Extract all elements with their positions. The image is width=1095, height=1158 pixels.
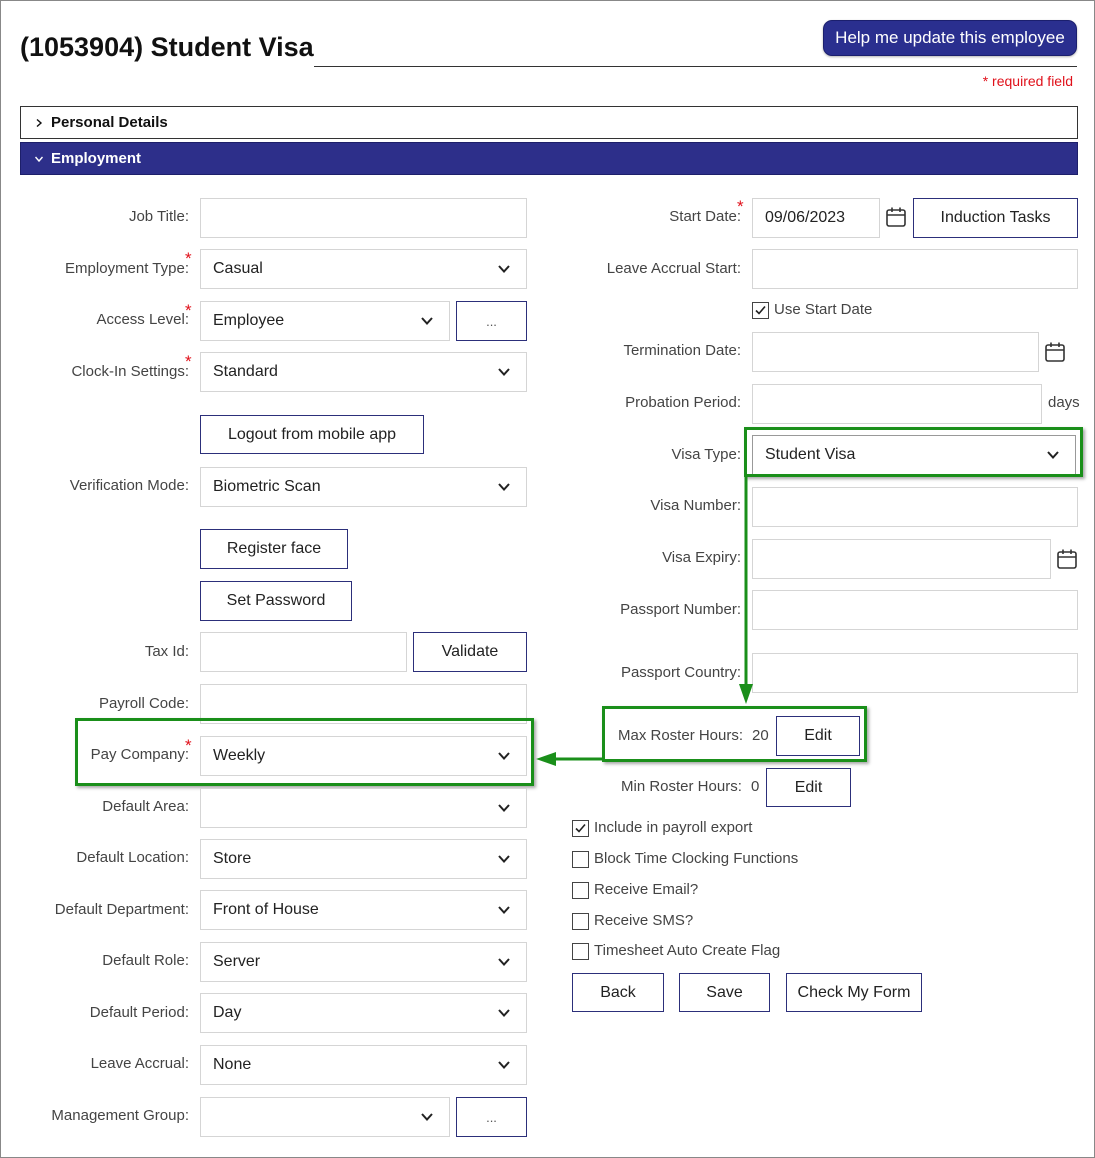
probation-period-label: Probation Period: bbox=[625, 394, 741, 411]
visa-type-value: Student Visa bbox=[765, 446, 856, 463]
section-personal-details[interactable] bbox=[20, 106, 1078, 139]
page-title: (1053904) Student Visa bbox=[20, 32, 314, 62]
verification-mode-value: Biometric Scan bbox=[213, 478, 321, 495]
management-group-label: Management Group: bbox=[51, 1107, 189, 1124]
arrow-head-down bbox=[739, 684, 753, 704]
calendar-icon[interactable] bbox=[885, 206, 907, 228]
back-button[interactable]: Back bbox=[572, 973, 664, 1012]
receive-sms-checkbox[interactable] bbox=[572, 913, 589, 930]
required-field-note: * required field bbox=[982, 73, 1073, 89]
leave-accrual-label: Leave Accrual: bbox=[90, 1055, 189, 1072]
max-roster-hours-label: Max Roster Hours: bbox=[618, 727, 744, 744]
employment-type-value: Casual bbox=[213, 260, 263, 277]
default-department-label: Default Department: bbox=[54, 901, 189, 918]
default-role-select[interactable] bbox=[200, 942, 527, 982]
management-group-select[interactable] bbox=[200, 1097, 450, 1137]
max-roster-hours-value: 20 bbox=[752, 727, 769, 744]
default-period-label: Default Period: bbox=[89, 1004, 189, 1021]
leave-accrual-start-input[interactable] bbox=[752, 249, 1078, 289]
required-asterisk: * bbox=[185, 249, 192, 268]
max-roster-hours-highlight bbox=[602, 706, 867, 762]
required-asterisk: * bbox=[185, 352, 192, 371]
passport-number-input[interactable] bbox=[752, 590, 1078, 630]
passport-number-label: Passport Number: bbox=[620, 601, 741, 618]
use-start-date-label: Use Start Date bbox=[774, 301, 873, 318]
visa-number-input[interactable] bbox=[752, 487, 1078, 527]
include-payroll-export-checkbox[interactable] bbox=[572, 820, 589, 837]
chevron-down-icon bbox=[421, 316, 433, 326]
timesheet-auto-create-label: Timesheet Auto Create Flag bbox=[594, 942, 781, 959]
access-level-more-button[interactable]: ... bbox=[456, 301, 527, 341]
check-my-form-button[interactable]: Check My Form bbox=[786, 973, 922, 1012]
job-title-input[interactable] bbox=[200, 198, 527, 238]
section-employment[interactable] bbox=[20, 142, 1078, 175]
title-underline bbox=[314, 66, 1077, 67]
min-roster-hours-value: 0 bbox=[751, 778, 760, 795]
chevron-down-icon bbox=[35, 155, 43, 163]
default-area-select[interactable] bbox=[200, 788, 527, 828]
required-asterisk: * bbox=[185, 736, 192, 755]
visa-type-label: Visa Type: bbox=[671, 446, 741, 463]
default-department-value: Front of House bbox=[213, 901, 319, 918]
passport-country-input[interactable] bbox=[752, 653, 1078, 693]
chevron-down-icon bbox=[498, 264, 510, 274]
visa-number-label: Visa Number: bbox=[650, 497, 741, 514]
employment-type-select[interactable] bbox=[200, 249, 527, 289]
leave-accrual-select[interactable] bbox=[200, 1045, 527, 1085]
receive-email-checkbox[interactable] bbox=[572, 882, 589, 899]
register-face-button[interactable]: Register face bbox=[200, 529, 348, 569]
chevron-down-icon bbox=[498, 803, 510, 813]
timesheet-auto-create-checkbox[interactable] bbox=[572, 943, 589, 960]
management-group-more-button[interactable]: ... bbox=[456, 1097, 527, 1137]
help-update-employee-button[interactable]: Help me update this employee bbox=[823, 20, 1077, 56]
probation-period-input[interactable] bbox=[752, 384, 1042, 424]
default-role-label: Default Role: bbox=[102, 952, 189, 969]
termination-date-input[interactable] bbox=[752, 332, 1039, 372]
chevron-down-icon bbox=[498, 1060, 510, 1070]
chevron-down-icon bbox=[498, 957, 510, 967]
default-period-value: Day bbox=[213, 1004, 242, 1021]
section-employment-label: Employment bbox=[51, 150, 142, 167]
pay-company-label: Pay Company: bbox=[90, 746, 189, 763]
chevron-down-icon bbox=[498, 367, 510, 377]
job-title-label: Job Title: bbox=[128, 208, 189, 225]
default-location-value: Store bbox=[213, 850, 252, 867]
employment-type-label: Employment Type: bbox=[65, 260, 189, 277]
leave-accrual-start-label: Leave Accrual Start: bbox=[606, 260, 741, 277]
receive-sms-label: Receive SMS? bbox=[594, 912, 694, 929]
verification-mode-label: Verification Mode: bbox=[69, 477, 189, 494]
include-payroll-export-label: Include in payroll export bbox=[594, 819, 753, 836]
use-start-date-checkbox[interactable] bbox=[752, 302, 769, 319]
payroll-code-label: Payroll Code: bbox=[98, 695, 189, 712]
start-date-input[interactable]: 09/06/2023 bbox=[752, 198, 880, 238]
validate-button[interactable]: Validate bbox=[413, 632, 527, 672]
visa-expiry-input[interactable] bbox=[752, 539, 1051, 579]
termination-date-label: Termination Date: bbox=[623, 342, 741, 359]
logout-mobile-app-button[interactable]: Logout from mobile app bbox=[200, 415, 424, 454]
pay-company-value: Weekly bbox=[213, 747, 266, 764]
min-roster-hours-edit-button[interactable]: Edit bbox=[766, 768, 851, 807]
default-location-label: Default Location: bbox=[76, 849, 189, 866]
clock-in-settings-value: Standard bbox=[213, 363, 278, 380]
default-period-select[interactable] bbox=[200, 993, 527, 1033]
calendar-icon[interactable] bbox=[1044, 341, 1066, 363]
chevron-down-icon bbox=[421, 1112, 433, 1122]
default-department-select[interactable] bbox=[200, 890, 527, 930]
probation-days-unit: days bbox=[1048, 394, 1080, 411]
receive-email-label: Receive Email? bbox=[594, 881, 699, 898]
check-icon bbox=[574, 822, 587, 835]
section-personal-label: Personal Details bbox=[51, 114, 168, 131]
required-asterisk: * bbox=[737, 197, 744, 216]
clock-in-settings-label: Clock-In Settings: bbox=[71, 363, 189, 380]
chevron-down-icon bbox=[498, 854, 510, 864]
pay-company-highlight bbox=[75, 718, 534, 786]
clock-in-settings-select[interactable] bbox=[200, 352, 527, 392]
chevron-down-icon bbox=[498, 1008, 510, 1018]
passport-country-label: Passport Country: bbox=[620, 664, 741, 681]
induction-tasks-button[interactable]: Induction Tasks bbox=[913, 198, 1078, 238]
max-roster-hours-edit-button[interactable]: Edit bbox=[776, 716, 860, 756]
calendar-icon[interactable] bbox=[1056, 548, 1078, 570]
default-area-label: Default Area: bbox=[102, 798, 189, 815]
leave-accrual-value: None bbox=[213, 1056, 252, 1073]
verification-mode-select[interactable] bbox=[200, 467, 527, 507]
visa-type-highlight bbox=[744, 427, 1083, 477]
access-level-label: Access Level: bbox=[96, 311, 189, 328]
start-date-label: Start Date: bbox=[669, 208, 741, 225]
default-location-select[interactable] bbox=[200, 839, 527, 879]
block-time-clocking-checkbox[interactable] bbox=[572, 851, 589, 868]
access-level-select[interactable] bbox=[200, 301, 450, 341]
arrow-head-left bbox=[536, 752, 556, 766]
visa-expiry-label: Visa Expiry: bbox=[662, 549, 741, 566]
tax-id-label: Tax Id: bbox=[144, 643, 189, 660]
tax-id-input[interactable] bbox=[200, 632, 407, 672]
save-button[interactable]: Save bbox=[679, 973, 770, 1012]
min-roster-hours-label: Min Roster Hours: bbox=[621, 778, 742, 795]
block-time-clocking-label: Block Time Clocking Functions bbox=[594, 850, 799, 867]
default-role-value: Server bbox=[213, 953, 261, 970]
chevron-right-icon bbox=[35, 119, 43, 127]
chevron-down-icon bbox=[498, 482, 510, 492]
set-password-button[interactable]: Set Password bbox=[200, 581, 352, 621]
chevron-down-icon bbox=[498, 905, 510, 915]
required-asterisk: * bbox=[185, 301, 192, 320]
check-icon bbox=[754, 304, 767, 317]
access-level-value: Employee bbox=[213, 312, 285, 329]
